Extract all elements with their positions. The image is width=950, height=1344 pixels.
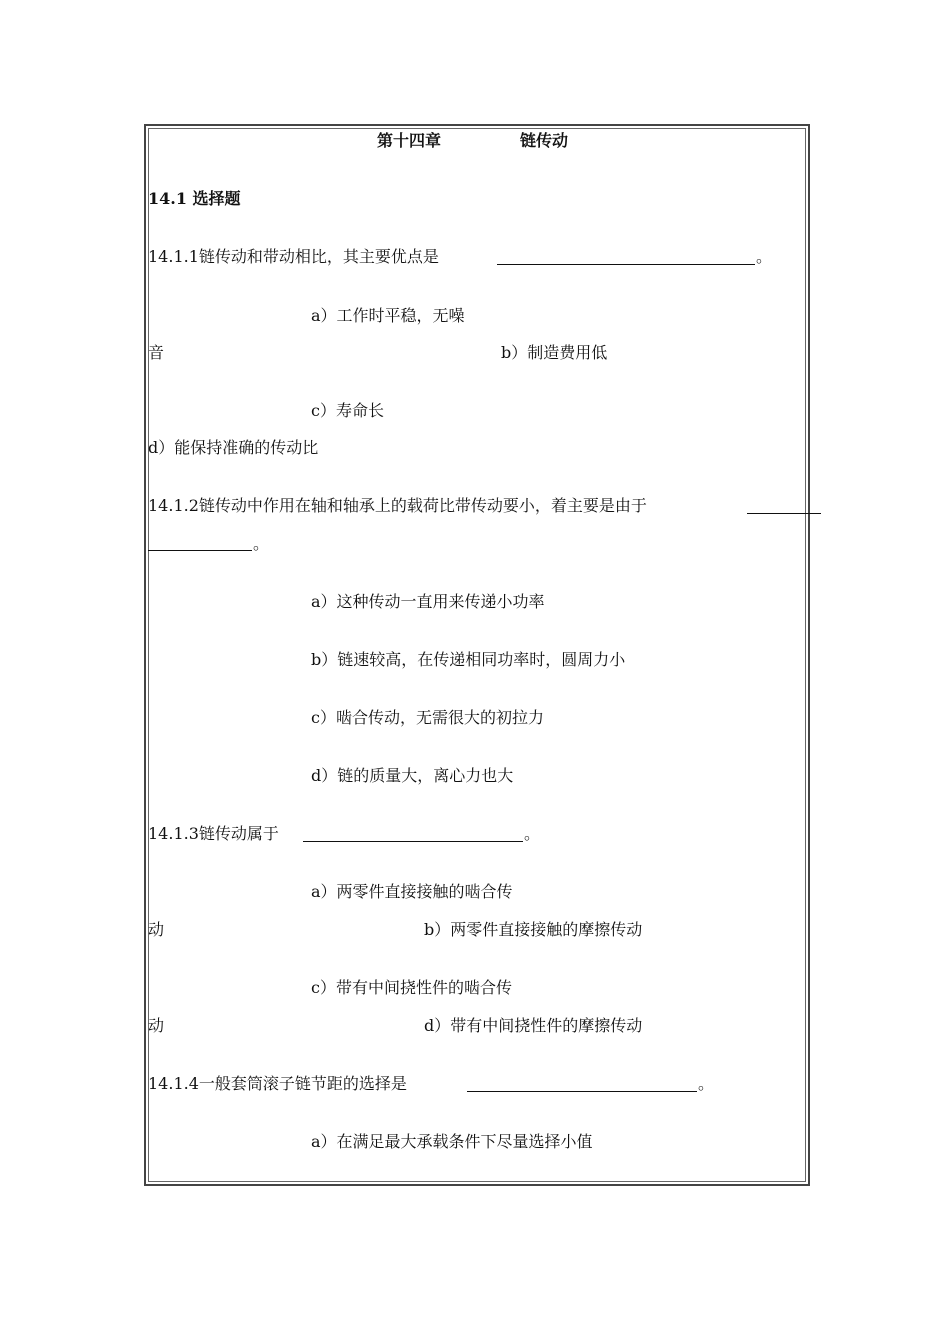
chapter-number: 第十四章 — [377, 131, 442, 150]
question-2-option-d: d）链的质量大，离心力也大 — [311, 766, 514, 785]
question-3-option-a: a）两零件直接接触的啮合传 — [311, 882, 513, 901]
section-title: 14.1 选择题 — [148, 189, 241, 208]
question-1-end: 。 — [756, 247, 773, 266]
question-2-end: 。 — [253, 534, 270, 553]
question-4-option-a: a）在满足最大承载条件下尽量选择小值 — [311, 1132, 593, 1151]
question-1-option-a-cont: 音 — [148, 343, 165, 362]
question-4-answer-blank — [467, 1091, 697, 1092]
question-2-option-c: c）啮合传动，无需很大的初拉力 — [311, 708, 544, 727]
question-4-end: 。 — [698, 1074, 715, 1093]
question-3-option-b: b）两零件直接接触的摩擦传动 — [424, 920, 643, 939]
question-2-option-b: b）链速较高，在传递相同功率时，圆周力小 — [311, 650, 626, 669]
chapter-title: 链传动 — [520, 131, 569, 150]
question-3-option-d: d）带有中间挠性件的摩擦传动 — [424, 1016, 643, 1035]
question-2-answer-blank-line2 — [148, 550, 252, 551]
question-1-option-a: a）工作时平稳，无噪 — [311, 306, 465, 325]
question-2-prompt: 14.1.2链传动中作用在轴和轴承上的载荷比带传动要小，着主要是由于 — [148, 496, 647, 515]
question-1-prompt: 14.1.1链传动和带动相比，其主要优点是 — [148, 247, 439, 266]
question-4-prompt: 14.1.4一般套筒滚子链节距的选择是 — [148, 1074, 407, 1093]
question-3-answer-blank — [303, 841, 523, 842]
question-2-option-a: a）这种传动一直用来传递小功率 — [311, 592, 545, 611]
question-1-answer-blank — [497, 264, 755, 265]
question-3-option-a-cont: 动 — [148, 920, 165, 939]
question-1-option-c: c）寿命长 — [311, 401, 384, 420]
question-1-option-d: d）能保持准确的传动比 — [148, 438, 319, 457]
question-3-option-c: c）带有中间挠性件的啮合传 — [311, 978, 512, 997]
question-3-end: 。 — [524, 824, 541, 843]
question-1-option-b: b）制造费用低 — [501, 343, 608, 362]
question-3-option-c-cont: 动 — [148, 1016, 165, 1035]
question-3-prompt: 14.1.3链传动属于 — [148, 824, 279, 843]
question-2-answer-blank-line1 — [747, 513, 821, 514]
